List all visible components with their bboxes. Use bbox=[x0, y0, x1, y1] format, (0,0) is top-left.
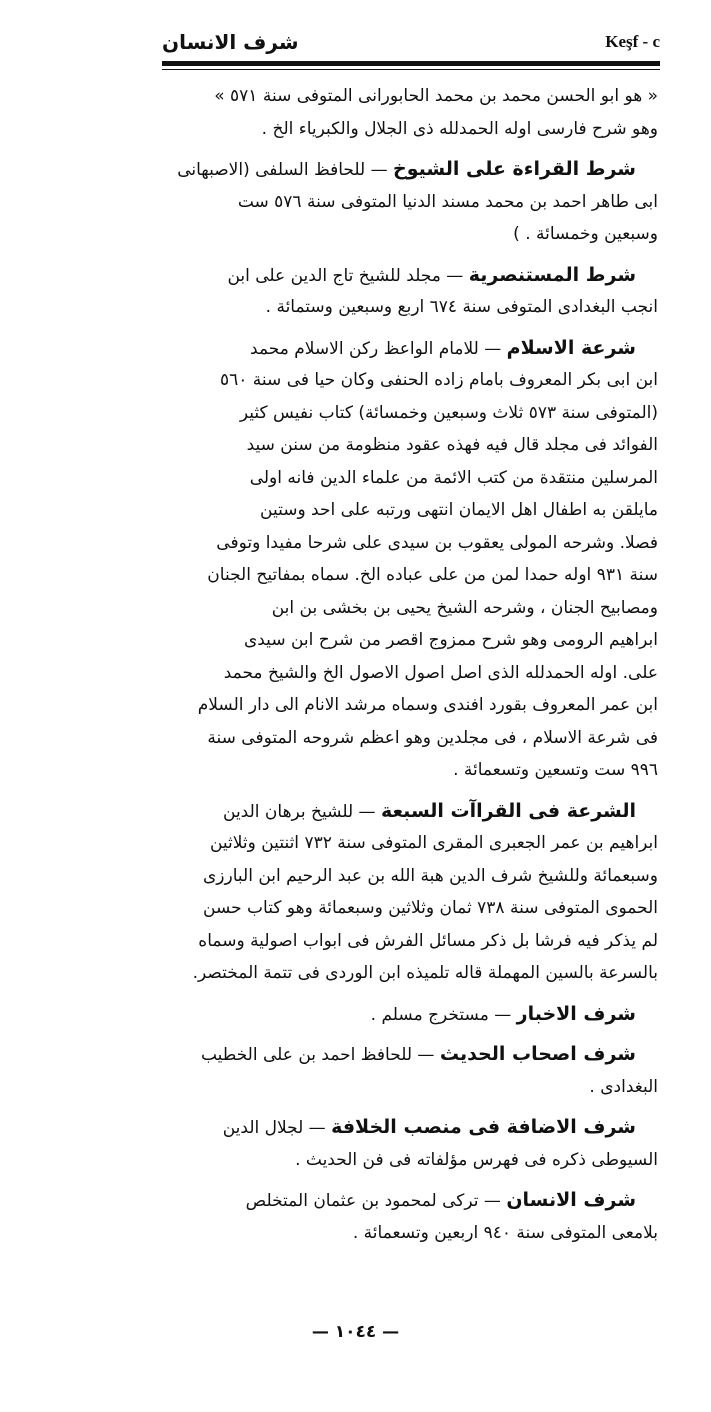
entry-text: — مجلد للشيخ تاج الدين على ابن bbox=[227, 265, 464, 286]
dictionary-entry bbox=[168, 998, 658, 1031]
entry-text: ابن عمر المعروف بقورد افندى وسماه مرشد الانام الى دار السلام bbox=[197, 695, 658, 715]
page-header bbox=[162, 30, 660, 60]
entry-text: السيوطى ذكره فى فهرس مؤلفاته فى فن الحديث . bbox=[295, 1149, 658, 1170]
entry-text: — للامام الواعظ ركن الاسلام محمد bbox=[250, 338, 502, 359]
entry-text: — لجلال الدين bbox=[222, 1118, 326, 1138]
entry-text: الحموى المتوفى سنة ٧٣٨ ثمان وثلاثين وسبعمائة وهو كتاب حسن bbox=[203, 898, 658, 918]
entry-line bbox=[168, 1144, 658, 1177]
entry-first-line bbox=[168, 1111, 658, 1144]
entry-text: انجب البغدادى المتوفى سنة ٦٧٤ اربع وسبعين وستمائة . bbox=[265, 297, 658, 317]
entry-text: ابراهيم بن عمر الجعبرى المقرى المتوفى سنة ٧٣٢ اثنتين وثلاثين bbox=[209, 833, 658, 853]
entry-headword: الشرعة فى القراآت السبعة bbox=[380, 799, 636, 822]
entry-line bbox=[168, 80, 658, 113]
entry-first-line bbox=[168, 259, 658, 292]
entry-line bbox=[168, 624, 658, 657]
entry-line bbox=[168, 1071, 658, 1104]
entry-line bbox=[168, 722, 658, 755]
entry-text: لم يذكر فيه فرشا بل ذكر مسائل الفرش فى ابواب اصولية وسماه bbox=[198, 930, 658, 951]
entry-line bbox=[168, 462, 658, 495]
entry-text: ابن ابى بكر المعروف بامام زاده الحنفى وكان حيا فى سنة ٥٦٠ bbox=[220, 370, 658, 390]
entry-headword: شرف الاخبار bbox=[516, 1002, 636, 1025]
entry-headword: شرف اصحاب الحديث bbox=[439, 1043, 636, 1065]
dictionary-entry bbox=[168, 80, 658, 145]
entry-text: البغدادى . bbox=[589, 1076, 658, 1097]
header-rule-thick bbox=[162, 61, 660, 66]
dictionary-entry bbox=[168, 1038, 658, 1103]
entry-text: فى شرعة الاسلام ، فى مجلدين وهو اعظم شروحه المتوفى سنة bbox=[207, 727, 658, 748]
entry-text: — تركى لمحمود بن عثمان المتخلص bbox=[245, 1191, 501, 1211]
entry-text: « هو ابو الحسن محمد بن محمد الحابورانى المتوفى سنة ٥٧١ » bbox=[214, 86, 658, 106]
entry-text: الفوائد فى مجلد قال فيه فهذه عقود منظومة من سنن سيد bbox=[246, 435, 658, 455]
entry-line bbox=[168, 429, 658, 462]
entry-line bbox=[168, 827, 658, 860]
running-title: شرف الانسان bbox=[162, 30, 299, 54]
page-body bbox=[168, 80, 658, 1249]
entry-text: وهو شرح فارسى اوله الحمدلله ذى الجلال والكبرياء الخ . bbox=[261, 118, 658, 139]
entry-text: ٩٩٦ ست وتسعين وتسعمائة . bbox=[453, 760, 658, 780]
entry-text: — للحافظ احمد بن على الخطيب bbox=[200, 1045, 435, 1065]
entry-line bbox=[168, 364, 658, 397]
entry-headword: شرط القراءة على الشيوخ bbox=[393, 158, 636, 180]
dictionary-entry bbox=[168, 259, 658, 324]
dictionary-entry bbox=[168, 1111, 658, 1176]
entry-text: بلامعى المتوفى سنة ٩٤٠ اربعين وتسعمائة . bbox=[352, 1222, 658, 1243]
entry-text: بالسرعة بالسين المهملة قاله تلميذه ابن الوردى فى تتمة المختصر. bbox=[192, 963, 658, 983]
entry-first-line bbox=[168, 153, 658, 186]
entry-line bbox=[168, 218, 658, 251]
dictionary-entry bbox=[168, 795, 658, 990]
entry-text: على. اوله الحمدلله الذى اصل اصول الاصول الخ والشيخ محمد bbox=[223, 662, 658, 683]
entry-line bbox=[168, 494, 658, 527]
dictionary-entry bbox=[168, 1184, 658, 1249]
entry-text: ابى طاهر احمد بن محمد مسند الدنيا المتوفى سنة ٥٧٦ ست bbox=[237, 191, 658, 212]
entry-first-line bbox=[168, 1038, 658, 1071]
header-rule-thin bbox=[162, 69, 660, 70]
entry-line bbox=[168, 397, 658, 430]
entry-line bbox=[168, 291, 658, 324]
entry-line bbox=[168, 527, 658, 560]
entry-headword: شرف الانسان bbox=[506, 1189, 636, 1211]
signature-mark: Keşf - c bbox=[605, 32, 660, 51]
entry-text: المرسلين منتقدة من كتب الائمة من علماء الدين فانه اولى bbox=[249, 467, 658, 488]
entry-text: وسبعمائة وللشيخ شرف الدين هبة الله بن عبد الرحيم ابن البارزى bbox=[203, 865, 658, 886]
entry-line bbox=[168, 925, 658, 958]
entry-text: وسبعين وخمسائة . ) bbox=[513, 224, 658, 244]
page-number: — ١٠٤٤ — bbox=[311, 1322, 400, 1342]
entry-line bbox=[168, 1217, 658, 1250]
entry-text: — للشيخ برهان الدين bbox=[223, 801, 376, 822]
entry-line bbox=[168, 689, 658, 722]
entry-text: ابراهيم الرومى وهو شرح ممزوج اقصر من شرح ابن سيدى bbox=[243, 630, 658, 650]
entry-text: — للحافظ السلفى (الاصبهانى bbox=[177, 160, 388, 180]
entry-headword: شرط المستنصرية bbox=[468, 263, 636, 286]
dictionary-entry bbox=[168, 332, 658, 787]
entry-line bbox=[168, 754, 658, 787]
entry-line bbox=[168, 957, 658, 990]
entry-text: فصلا. وشرحه المولى يعقوب بن سيدى على شرحا مفيدا وتوفى bbox=[216, 532, 658, 553]
entry-line bbox=[168, 559, 658, 592]
entry-text: سنة ٩٣١ اوله حمدا لمن من على عباده الخ. سماه بمفاتيح الجنان bbox=[207, 565, 658, 585]
entry-headword: شرف الاضافة فى منصب الخلافة bbox=[331, 1116, 636, 1138]
entry-first-line bbox=[168, 1184, 658, 1217]
entry-text: مايلقن به اطفال اهل الايمان انتهى ورتبه على احد وستين bbox=[260, 500, 658, 520]
entry-headword: شرعة الاسلام bbox=[506, 336, 636, 359]
entry-text: ومصابيح الجنان ، وشرحه الشيخ يحيى بن بخشى بن ابن bbox=[271, 597, 658, 618]
entry-line bbox=[168, 113, 658, 146]
entry-line bbox=[168, 186, 658, 219]
entry-first-line bbox=[168, 332, 658, 365]
entry-line bbox=[168, 860, 658, 893]
entry-first-line bbox=[168, 998, 658, 1031]
entry-text: — مستخرج مسلم . bbox=[370, 1004, 512, 1025]
entry-line bbox=[168, 592, 658, 625]
entry-line bbox=[168, 657, 658, 690]
entry-text: (المتوفى سنة ٥٧٣ ثلاث وسبعين وخمسائة) كتاب نفيس كثير bbox=[239, 402, 658, 423]
entry-line bbox=[168, 892, 658, 925]
dictionary-entry bbox=[168, 153, 658, 251]
entry-first-line bbox=[168, 795, 658, 828]
